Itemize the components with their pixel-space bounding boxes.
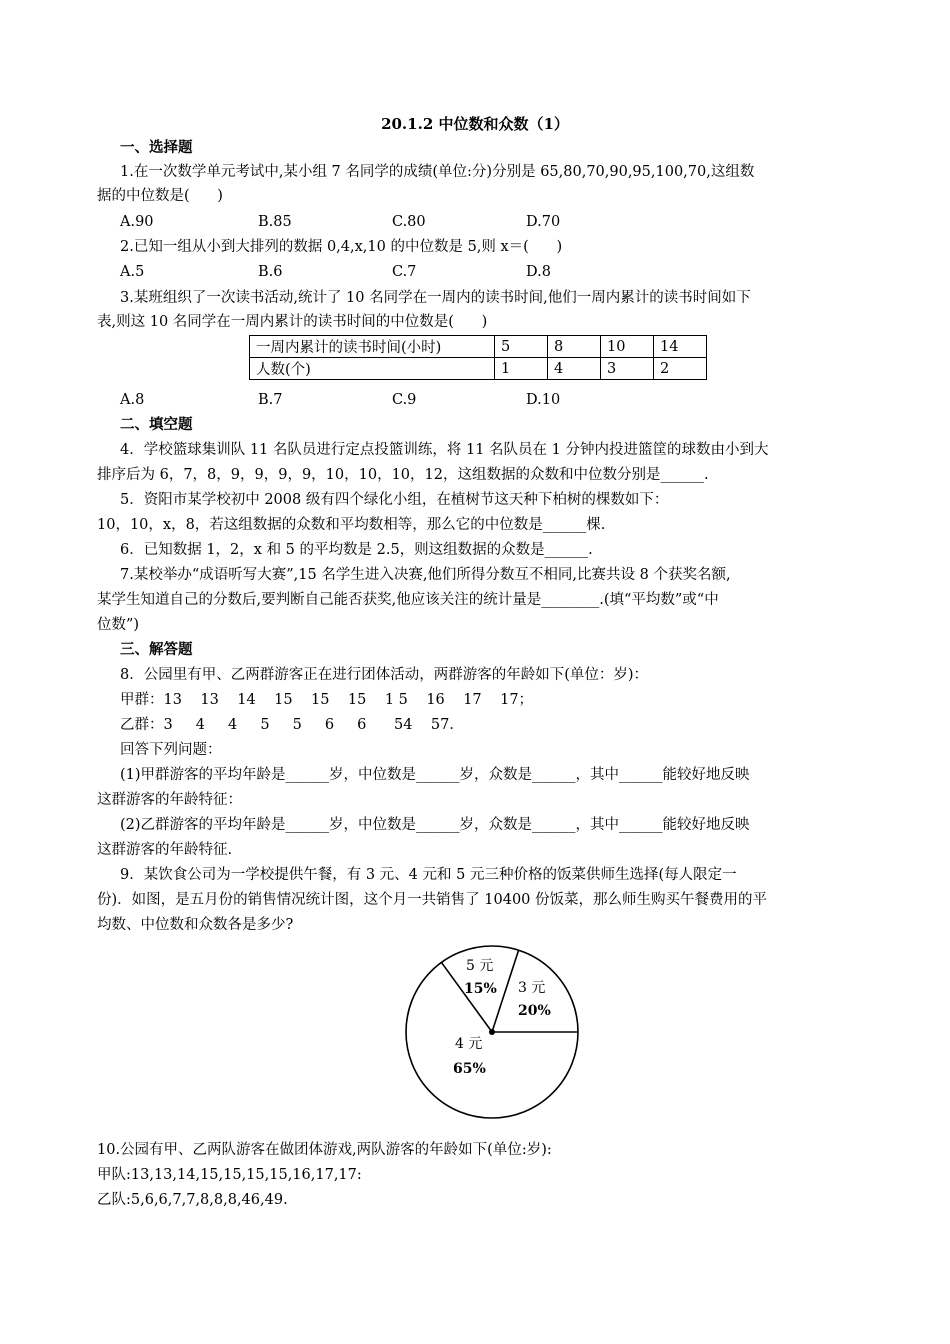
q8-line3: 乙群：3 4 4 5 5 6 6 54 57． <box>120 717 464 733</box>
q2-option-a: A.5 <box>120 264 145 280</box>
q10-line3: 乙队:5,6,6,7,7,8,8,8,46,49. <box>97 1192 288 1208</box>
section-heading-choice: 一、选择题 <box>120 139 193 156</box>
q3-option-c: C.9 <box>392 392 417 408</box>
q4-line1: 4．学校篮球集训队 11 名队员进行定点投篮训练，将 11 名队员在 1 分钟内投进篮筐的球数由小到大 <box>120 442 769 458</box>
q1-line2: 据的中位数是( ) <box>97 188 223 204</box>
q3-option-a: A.8 <box>120 392 145 408</box>
table-cell: 8 <box>548 336 601 358</box>
table-row <box>250 336 707 358</box>
q7-line2: 某学生知道自己的分数后,要判断自己能否获奖,他应该关注的统计量是________.(填“平均数”或“中 <box>97 592 719 608</box>
pie-center-dot <box>489 1029 495 1035</box>
q8-line5: (1)甲群游客的平均年龄是______岁，中位数是______岁，众数是______，其中______能较好地反映 <box>120 767 750 783</box>
table-cell: 3 <box>601 358 654 380</box>
q1-option-a: A.90 <box>120 214 154 230</box>
q8-line7: (2)乙群游客的平均年龄是______岁，中位数是______岁，众数是______，其中______能较好地反映 <box>120 817 750 833</box>
q1-option-d: D.70 <box>526 214 561 230</box>
q8-line1: 8．公园里有甲、乙两群游客正在进行团体活动，两群游客的年龄如下(单位：岁)： <box>120 667 649 683</box>
section-heading-fill: 二、填空题 <box>120 416 193 433</box>
pie-value-4yuan: 65% <box>453 1061 486 1077</box>
table-cell: 2 <box>654 358 707 380</box>
lunch-price-pie-chart <box>400 940 590 1130</box>
q9-line2: 份)．如图，是五月份的销售情况统计图，这个月一共销售了 10400 份饭菜，那么师生购买午餐费用的平 <box>97 892 767 908</box>
q9-line3: 均数、中位数和众数各是多少? <box>97 917 294 933</box>
pie-value-5yuan: 15% <box>464 981 497 997</box>
q3-option-b: B.7 <box>258 392 283 408</box>
q10-line2: 甲队:13,13,14,15,15,15,15,16,17,17: <box>97 1167 362 1183</box>
q9-line1: 9．某饮食公司为一学校提供午餐，有 3 元、4 元和 5 元三种价格的饭菜供师生选择(每人限定一 <box>120 867 737 883</box>
q7-line3: 位数”) <box>97 617 140 633</box>
table-cell: 5 <box>495 336 548 358</box>
table-cell: 10 <box>601 336 654 358</box>
table-cell: 1 <box>495 358 548 380</box>
pie-label-3yuan: 3 元 <box>518 980 546 996</box>
q8-line8: 这群游客的年龄特征. <box>97 842 233 858</box>
table-row <box>250 358 707 380</box>
q2-option-b: B.6 <box>258 264 283 280</box>
pie-label-5yuan: 5 元 <box>466 958 494 974</box>
q1-line1: 1.在一次数学单元考试中,某小组 7 名同学的成绩(单位:分)分别是 65,80,70,90,95,100,70,这组数 <box>120 164 755 180</box>
table-header-cell: 人数(个) <box>250 358 495 380</box>
q2-option-d: D.8 <box>526 264 551 280</box>
table-cell: 14 <box>654 336 707 358</box>
q7-line1: 7.某校举办“成语听写大赛”,15 名学生进入决赛,他们所得分数互不相同,比赛共设 8 个获奖名额, <box>120 567 731 583</box>
q5-line1: 5．资阳市某学校初中 2008 级有四个绿化小组，在植树节这天种下柏树的棵数如下： <box>120 492 669 508</box>
q2-option-c: C.7 <box>392 264 417 280</box>
q8-line6: 这群游客的年龄特征： <box>97 792 242 808</box>
table-header-cell: 一周内累计的读书时间(小时) <box>250 336 495 358</box>
page-title: 20.1.2 中位数和众数（1） <box>381 115 569 133</box>
pie-label-4yuan: 4 元 <box>455 1036 483 1052</box>
q4-line2: 排序后为 6，7，8，9，9，9，9，10，10，10，12，这组数据的众数和中位数分别是______. <box>97 467 709 483</box>
pie-value-3yuan: 20% <box>518 1003 551 1019</box>
section-heading-answer: 三、解答题 <box>120 641 193 658</box>
q10-line1: 10.公园有甲、乙两队游客在做团体游戏,两队游客的年龄如下(单位:岁): <box>97 1142 552 1158</box>
table-cell: 4 <box>548 358 601 380</box>
q1-option-b: B.85 <box>258 214 292 230</box>
q6-line1: 6．已知数据 1，2，x 和 5 的平均数是 2.5，则这组数据的众数是______. <box>120 542 593 558</box>
q1-option-c: C.80 <box>392 214 426 230</box>
q3-line2: 表,则这 10 名同学在一周内累计的读书时间的中位数是( ) <box>97 314 488 330</box>
q8-line4: 回答下列问题： <box>120 742 222 758</box>
q3-line1: 3.某班组织了一次读书活动,统计了 10 名同学在一周内的读书时间,他们一周内累计的读书时间如下 <box>120 290 751 306</box>
q3-option-d: D.10 <box>526 392 561 408</box>
q5-line2: 10，10，x，8，若这组数据的众数和平均数相等，那么它的中位数是______棵. <box>97 517 606 533</box>
reading-time-table <box>249 335 707 380</box>
q8-line2: 甲群：13 13 14 15 15 15 1 5 16 17 17； <box>120 692 534 708</box>
q2-line1: 2.已知一组从小到大排列的数据 0,4,x,10 的中位数是 5,则 x＝( ) <box>120 239 563 255</box>
